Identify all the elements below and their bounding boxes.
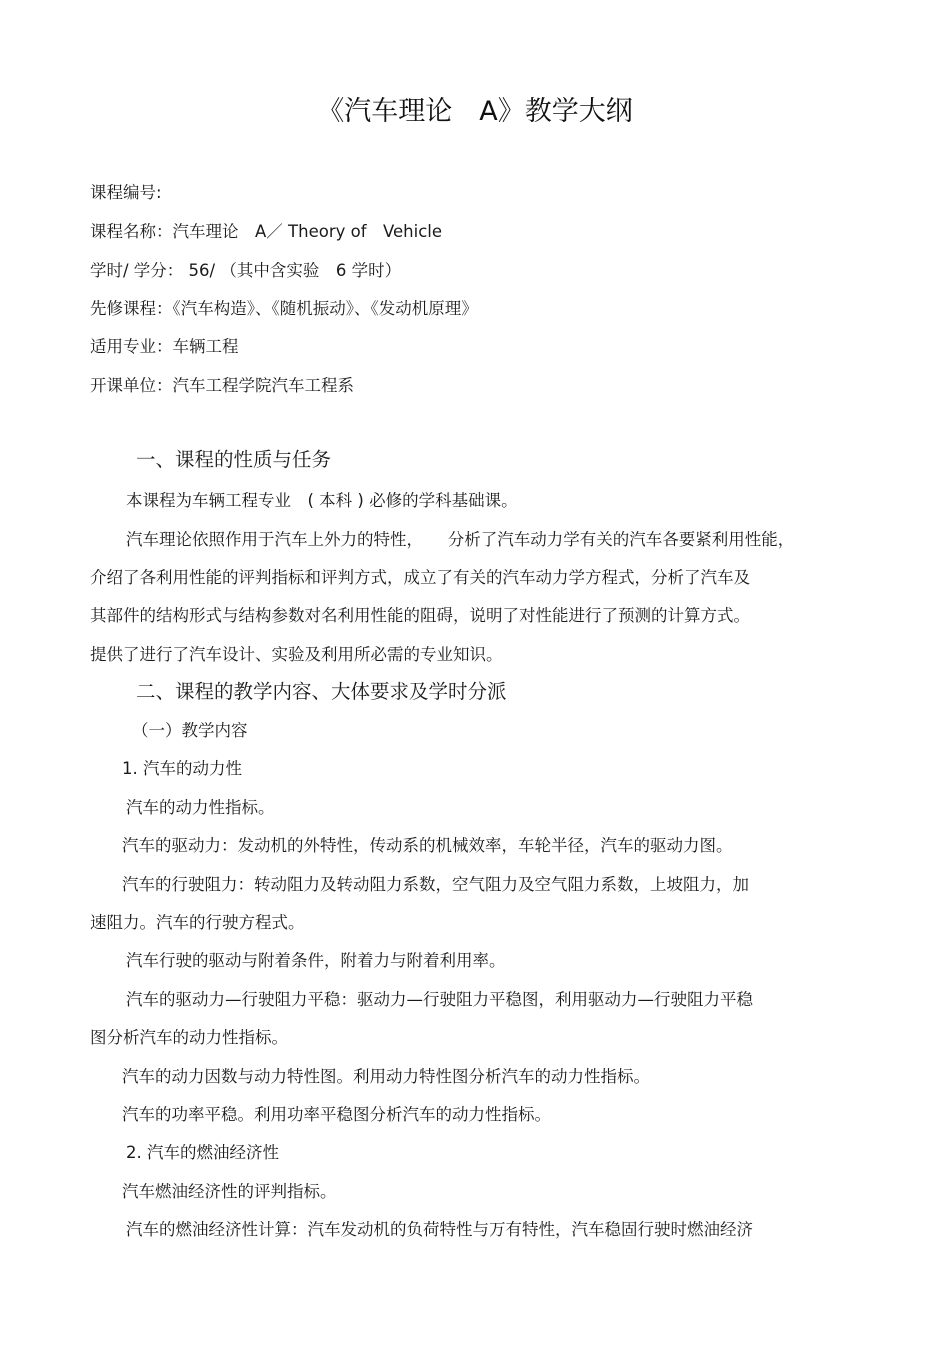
prerequisites: 先修课程：《汽车构造》、《随机振动》、《发动机原理》 xyxy=(90,299,478,318)
item1-p3-line1: 汽车的行驶阻力：转动阻力及转动阻力系数，空气阻力及空气阻力系数，上坡阻力，加 xyxy=(122,875,749,894)
item1-title: 1. 汽车的动力性 xyxy=(122,759,242,778)
document-title: 《汽车理论 A》教学大纲 xyxy=(317,96,633,127)
item2-title: 2. 汽车的燃油经济性 xyxy=(126,1143,279,1162)
section1-para2-line1: 汽车理论依照作用于汽车上外力的特性， 分析了汽车动力学有关的汽车各要紧利用性能， xyxy=(126,530,795,549)
item1-p1: 汽车的动力性指标。 xyxy=(126,798,275,817)
offering-department: 开课单位：汽车工程学院汽车工程系 xyxy=(90,376,354,395)
course-name: 课程名称：汽车理论 A／ Theory of Vehicle xyxy=(90,222,443,241)
section2-sub1: （一）教学内容 xyxy=(132,721,248,740)
item2-p1: 汽车燃油经济性的评判指标。 xyxy=(122,1182,337,1201)
section1-heading: 一、课程的性质与任务 xyxy=(136,448,332,471)
section1-para2-line4: 提供了进行了汽车设计、实验及利用所必需的专业知识。 xyxy=(90,645,503,664)
item2-p2-line1: 汽车的燃油经济性计算：汽车发动机的负荷特性与万有特性，汽车稳固行驶时燃油经济 xyxy=(126,1220,753,1239)
section1-para2-line2: 介绍了各利用性能的评判指标和评判方式，成立了有关的汽车动力学方程式，分析了汽车及 xyxy=(90,568,750,587)
section1-para2-line3: 其部件的结构形式与结构参数对名利用性能的阻碍，说明了对性能进行了预测的计算方式。 xyxy=(90,606,750,625)
course-code: 课程编号: xyxy=(90,183,162,202)
section2-heading: 二、课程的教学内容、大体要求及学时分派 xyxy=(136,680,507,703)
hours-credits: 学时/ 学分： 56/ （其中含实验 6 学时） xyxy=(90,261,402,280)
item1-p5-line1: 汽车的驱动力—行驶阻力平稳：驱动力—行驶阻力平稳图，利用驱动力—行驶阻力平稳 xyxy=(126,990,753,1009)
item1-p5-line2: 图分析汽车的动力性指标。 xyxy=(90,1028,288,1047)
section1-para1: 本课程为车辆工程专业 ( 本科 ) 必修的学科基础课。 xyxy=(126,491,518,510)
applicable-major: 适用专业：车辆工程 xyxy=(90,337,239,356)
item1-p2: 汽车的驱动力：发动机的外特性，传动系的机械效率，车轮半径，汽车的驱动力图。 xyxy=(122,836,733,855)
item1-p4: 汽车行驶的驱动与附着条件，附着力与附着利用率。 xyxy=(126,951,506,970)
item1-p3-line2: 速阻力。汽车的行驶方程式。 xyxy=(90,913,305,932)
item1-p7: 汽车的功率平稳。利用功率平稳图分析汽车的动力性指标。 xyxy=(122,1105,551,1124)
item1-p6: 汽车的动力因数与动力特性图。利用动力特性图分析汽车的动力性指标。 xyxy=(122,1067,650,1086)
